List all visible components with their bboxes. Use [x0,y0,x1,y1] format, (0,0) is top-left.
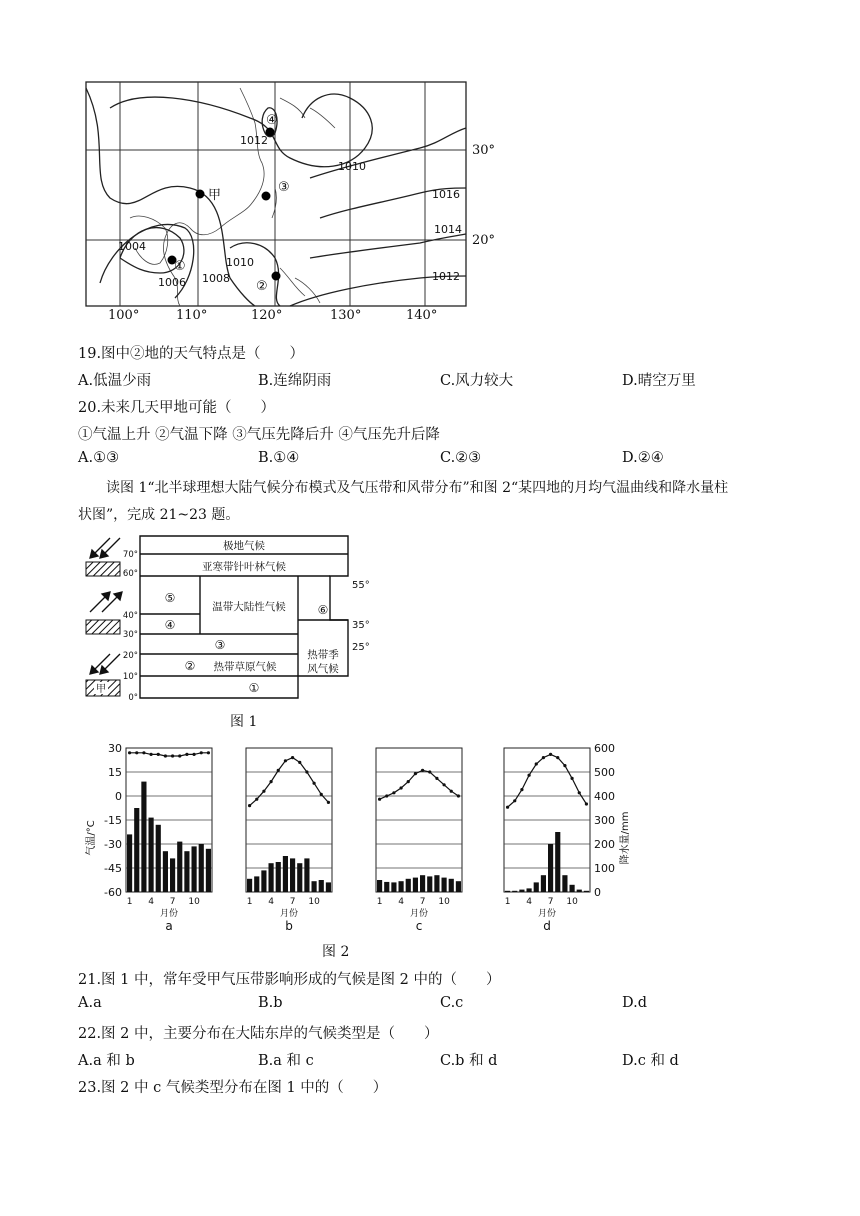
precip-bar [399,881,404,892]
x-tick: 7 [419,897,426,907]
y-left-tick: -60 [104,886,122,899]
zone-6: ⑥ [317,603,329,617]
y-left-label: 气温/°C [86,820,97,856]
precip-bar [413,878,418,892]
precip-bar [247,879,252,892]
precip-bar [319,880,324,892]
x-tick: 7 [289,897,296,907]
x-tick: 7 [547,897,554,907]
precip-bar [297,863,302,892]
precip-bar [283,856,288,892]
y-left-tick: -15 [104,814,122,827]
x-tick: 1 [376,897,383,907]
q20-items: ①气温上升 ②气温下降 ③气压先降后升 ④气压先升后降 [78,427,440,443]
belt-jia: 甲 [96,684,106,695]
svg-text:1004: 1004 [118,240,146,253]
y-left-tick: 15 [108,766,122,779]
lon-130: 130° [330,308,362,323]
precip-bar [192,846,197,892]
svg-text:②: ② [256,279,268,294]
panel-label: d [543,919,551,933]
precip-bar [420,875,425,892]
precip-bar [141,782,146,892]
q21-option-c[interactable]: C.c [440,995,464,1011]
lat-20l: 20° [122,651,138,661]
zone-2: ② [184,659,196,673]
x-tick: 1 [504,897,511,907]
y-right-label: 降水量/mm [620,811,631,865]
q21-option-a[interactable]: A.a [78,995,102,1011]
q20-option-d[interactable]: D.②④ [622,450,664,466]
lat-25: 25° [352,642,370,653]
figure-1-climate-model [80,532,380,707]
panel-label: c [415,919,423,933]
precip-bar [442,878,447,892]
figure-2-climate-charts [80,738,640,938]
lat-20: 20° [472,233,496,248]
lat-70: 70° [122,550,138,560]
zone-5: ⑤ [164,591,176,605]
x-tick: 4 [148,897,154,907]
precip-bar [577,890,582,892]
precip-bar [449,879,454,892]
precip-bar [570,885,575,892]
q19-option-b[interactable]: B.连绵阴雨 [258,373,332,389]
x-label: 月份 [409,909,429,919]
lat-35: 35° [352,620,370,631]
x-label: 月份 [159,909,179,919]
x-tick: 10 [566,897,578,907]
svg-text:1010: 1010 [338,160,366,173]
y-left-tick: 0 [115,790,122,803]
y-right-tick: 0 [594,886,601,899]
lon-110: 110° [176,308,208,323]
x-tick: 1 [126,897,133,907]
svg-text:1012: 1012 [432,270,460,283]
lon-120: 120° [251,308,283,323]
precip-bar [456,881,461,892]
q19-option-d[interactable]: D.晴空万里 [622,373,696,389]
precip-bar [406,879,411,892]
precip-bar [134,808,139,892]
precip-bar [149,818,154,892]
precip-bar [548,844,553,892]
q22-option-c[interactable]: C.b 和 d [440,1053,498,1069]
zone-4: ④ [164,618,176,632]
precip-bar [541,875,546,892]
precip-bar [163,851,168,892]
precip-bar [391,882,396,892]
x-tick: 1 [246,897,253,907]
svg-text:④: ④ [266,113,278,128]
precip-bar [170,858,175,892]
precip-bar [312,881,317,892]
precip-bar [377,880,382,892]
y-right-tick: 200 [594,838,615,851]
svg-text:1008: 1008 [202,272,230,285]
lat-10: 10° [122,672,138,682]
q23-stem: 23.图 2 中 c 气候类型分布在图 1 中的（ ） [78,1080,388,1096]
q22-option-b[interactable]: B.a 和 c [258,1053,314,1069]
lat-30l: 30° [122,630,138,640]
panel-label: a [165,919,173,933]
x-tick: 10 [438,897,450,907]
climate-panel-c [376,748,462,933]
precip-bar [505,891,510,892]
lon-140: 140° [406,308,438,323]
intro-line-1: 读图 1“北半球理想大陆气候分布模式及气压带和风带分布”和图 2“某四地的月均气温曲线和降水量柱 [106,480,729,496]
zone-monsoon-2: 风气候 [307,663,339,675]
precip-bar [290,858,295,892]
zone-subarctic: 亚寒带针叶林气候 [202,561,286,573]
x-tick: 4 [526,897,532,907]
precip-bar [527,888,532,892]
x-tick: 4 [398,897,404,907]
intro-line-2: 状图”，完成 21~23 题。 [78,507,240,523]
zone-polar: 极地气候 [223,540,265,552]
q20-option-c[interactable]: C.②③ [440,450,482,466]
q19-option-a[interactable]: A.低温少雨 [78,373,152,389]
precip-bar [254,876,259,892]
precip-bar [304,858,309,892]
y-left-tick: -45 [104,862,122,875]
precip-bar [534,882,539,892]
x-tick: 4 [268,897,274,907]
lon-100: 100° [108,308,140,323]
x-tick: 7 [169,897,176,907]
q20-stem: 20.未来几天甲地可能（ ） [78,400,276,416]
zone-3: ③ [214,638,226,652]
precip-bar [519,890,524,892]
precip-bar [326,882,331,892]
y-right-tick: 400 [594,790,615,803]
precip-bar [199,844,204,892]
x-label: 月份 [279,909,299,919]
lat-30: 30° [472,143,496,158]
y-right-tick: 300 [594,814,615,827]
lat-0: 0° [128,693,138,703]
precip-bar [269,863,274,892]
precip-bar [562,875,567,892]
q20-option-a[interactable]: A.①③ [78,450,120,466]
precip-bar [127,834,132,892]
y-right-tick: 600 [594,742,615,755]
q19-option-c[interactable]: C.风力较大 [440,373,514,389]
q22-option-d[interactable]: D.c 和 d [622,1053,679,1069]
svg-text:①: ① [174,259,186,274]
precip-bar [261,870,266,892]
figure-1-caption: 图 1 [230,714,258,730]
figure-2-caption: 图 2 [322,944,350,960]
q21-option-b[interactable]: B.b [258,995,283,1011]
zone-savanna: 热带草原气候 [213,661,277,673]
precip-bar [206,849,211,892]
lat-55: 55° [352,580,370,591]
precip-bar [276,862,281,892]
zone-1: ① [248,681,260,695]
svg-text:1010: 1010 [226,256,254,269]
q22-option-a[interactable]: A.a 和 b [78,1053,135,1069]
svg-text:③: ③ [278,180,290,195]
climate-panel-b [246,748,332,933]
precip-bar [555,832,560,892]
precip-bar [156,825,161,892]
q21-stem: 21.图 1 中，常年受甲气压带影响形成的气候是图 2 中的（ ） [78,972,501,988]
y-left-tick: 30 [108,742,122,755]
x-tick: 10 [188,897,200,907]
precip-bar [184,851,189,892]
zone-monsoon-1: 热带季 [307,649,339,661]
precip-bar [584,891,589,892]
x-tick: 10 [308,897,320,907]
y-left-tick: -30 [104,838,122,851]
precip-bar [177,842,182,892]
precip-bar [427,876,432,892]
precip-bar [384,882,389,892]
q19-stem: 19.图中②地的天气特点是（ ） [78,346,305,362]
isobar-map [80,78,500,328]
y-right-tick: 500 [594,766,615,779]
svg-text:1006: 1006 [158,276,186,289]
x-label: 月份 [537,909,557,919]
svg-text:1016: 1016 [432,188,460,201]
q21-option-d[interactable]: D.d [622,995,647,1011]
svg-text:甲: 甲 [208,188,222,203]
y-right-tick: 100 [594,862,615,875]
lat-60: 60° [122,569,138,579]
svg-text:1012: 1012 [240,134,268,147]
precip-bar [434,875,439,892]
lat-40: 40° [122,611,138,621]
climate-panel-d [504,748,590,933]
climate-panel-a [126,748,212,933]
svg-text:1014: 1014 [434,223,462,236]
q20-option-b[interactable]: B.①④ [258,450,300,466]
precip-bar [512,891,517,892]
panel-label: b [285,919,293,933]
zone-continental: 温带大陆性气候 [212,601,286,613]
q22-stem: 22.图 2 中，主要分布在大陆东岸的气候类型是（ ） [78,1026,439,1042]
